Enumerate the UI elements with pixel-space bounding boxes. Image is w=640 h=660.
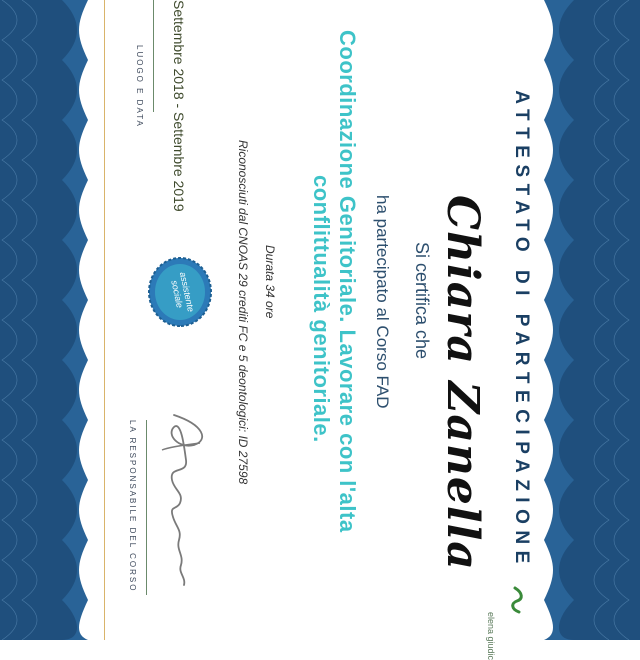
participated-text: ha partecipato al Corso FAD bbox=[373, 195, 392, 409]
participant-name: Chiara Zanella bbox=[437, 195, 488, 571]
responsible-line bbox=[146, 420, 147, 595]
certificate-title: ATTESTATO DI PARTECIPAZIONE bbox=[511, 90, 532, 570]
certificate bbox=[112, 0, 532, 640]
brand-logo-icon bbox=[505, 585, 527, 615]
logo-text: assistente sociale bbox=[169, 271, 196, 313]
period-text: Settembre 2018 - Settembre 2019 bbox=[171, 0, 187, 212]
recognition-text: Riconosciuti dal CNOAS 29 crediti FC e 5 deontologici: ID 27598 bbox=[236, 140, 250, 485]
decorative-border-left bbox=[0, 0, 100, 640]
duration-text: Durata 34 ore bbox=[263, 245, 277, 319]
place-date-label: LUOGO E DATA bbox=[135, 45, 144, 128]
course-title-line1: Coordinazione Genitoriale. Lavorare con l'alta bbox=[335, 30, 360, 533]
brand-text: elena giudic bbox=[486, 612, 496, 660]
frame-line-left bbox=[104, 0, 105, 640]
signature-image bbox=[154, 405, 214, 595]
course-title-line2: conflittualità genitoriale. bbox=[309, 175, 334, 443]
place-date-line bbox=[153, 0, 154, 112]
decorative-border-right bbox=[534, 0, 640, 640]
certify-text: Si certifica che bbox=[412, 242, 432, 360]
responsible-label: LA RESPONSABILE DEL CORSO bbox=[128, 420, 137, 593]
